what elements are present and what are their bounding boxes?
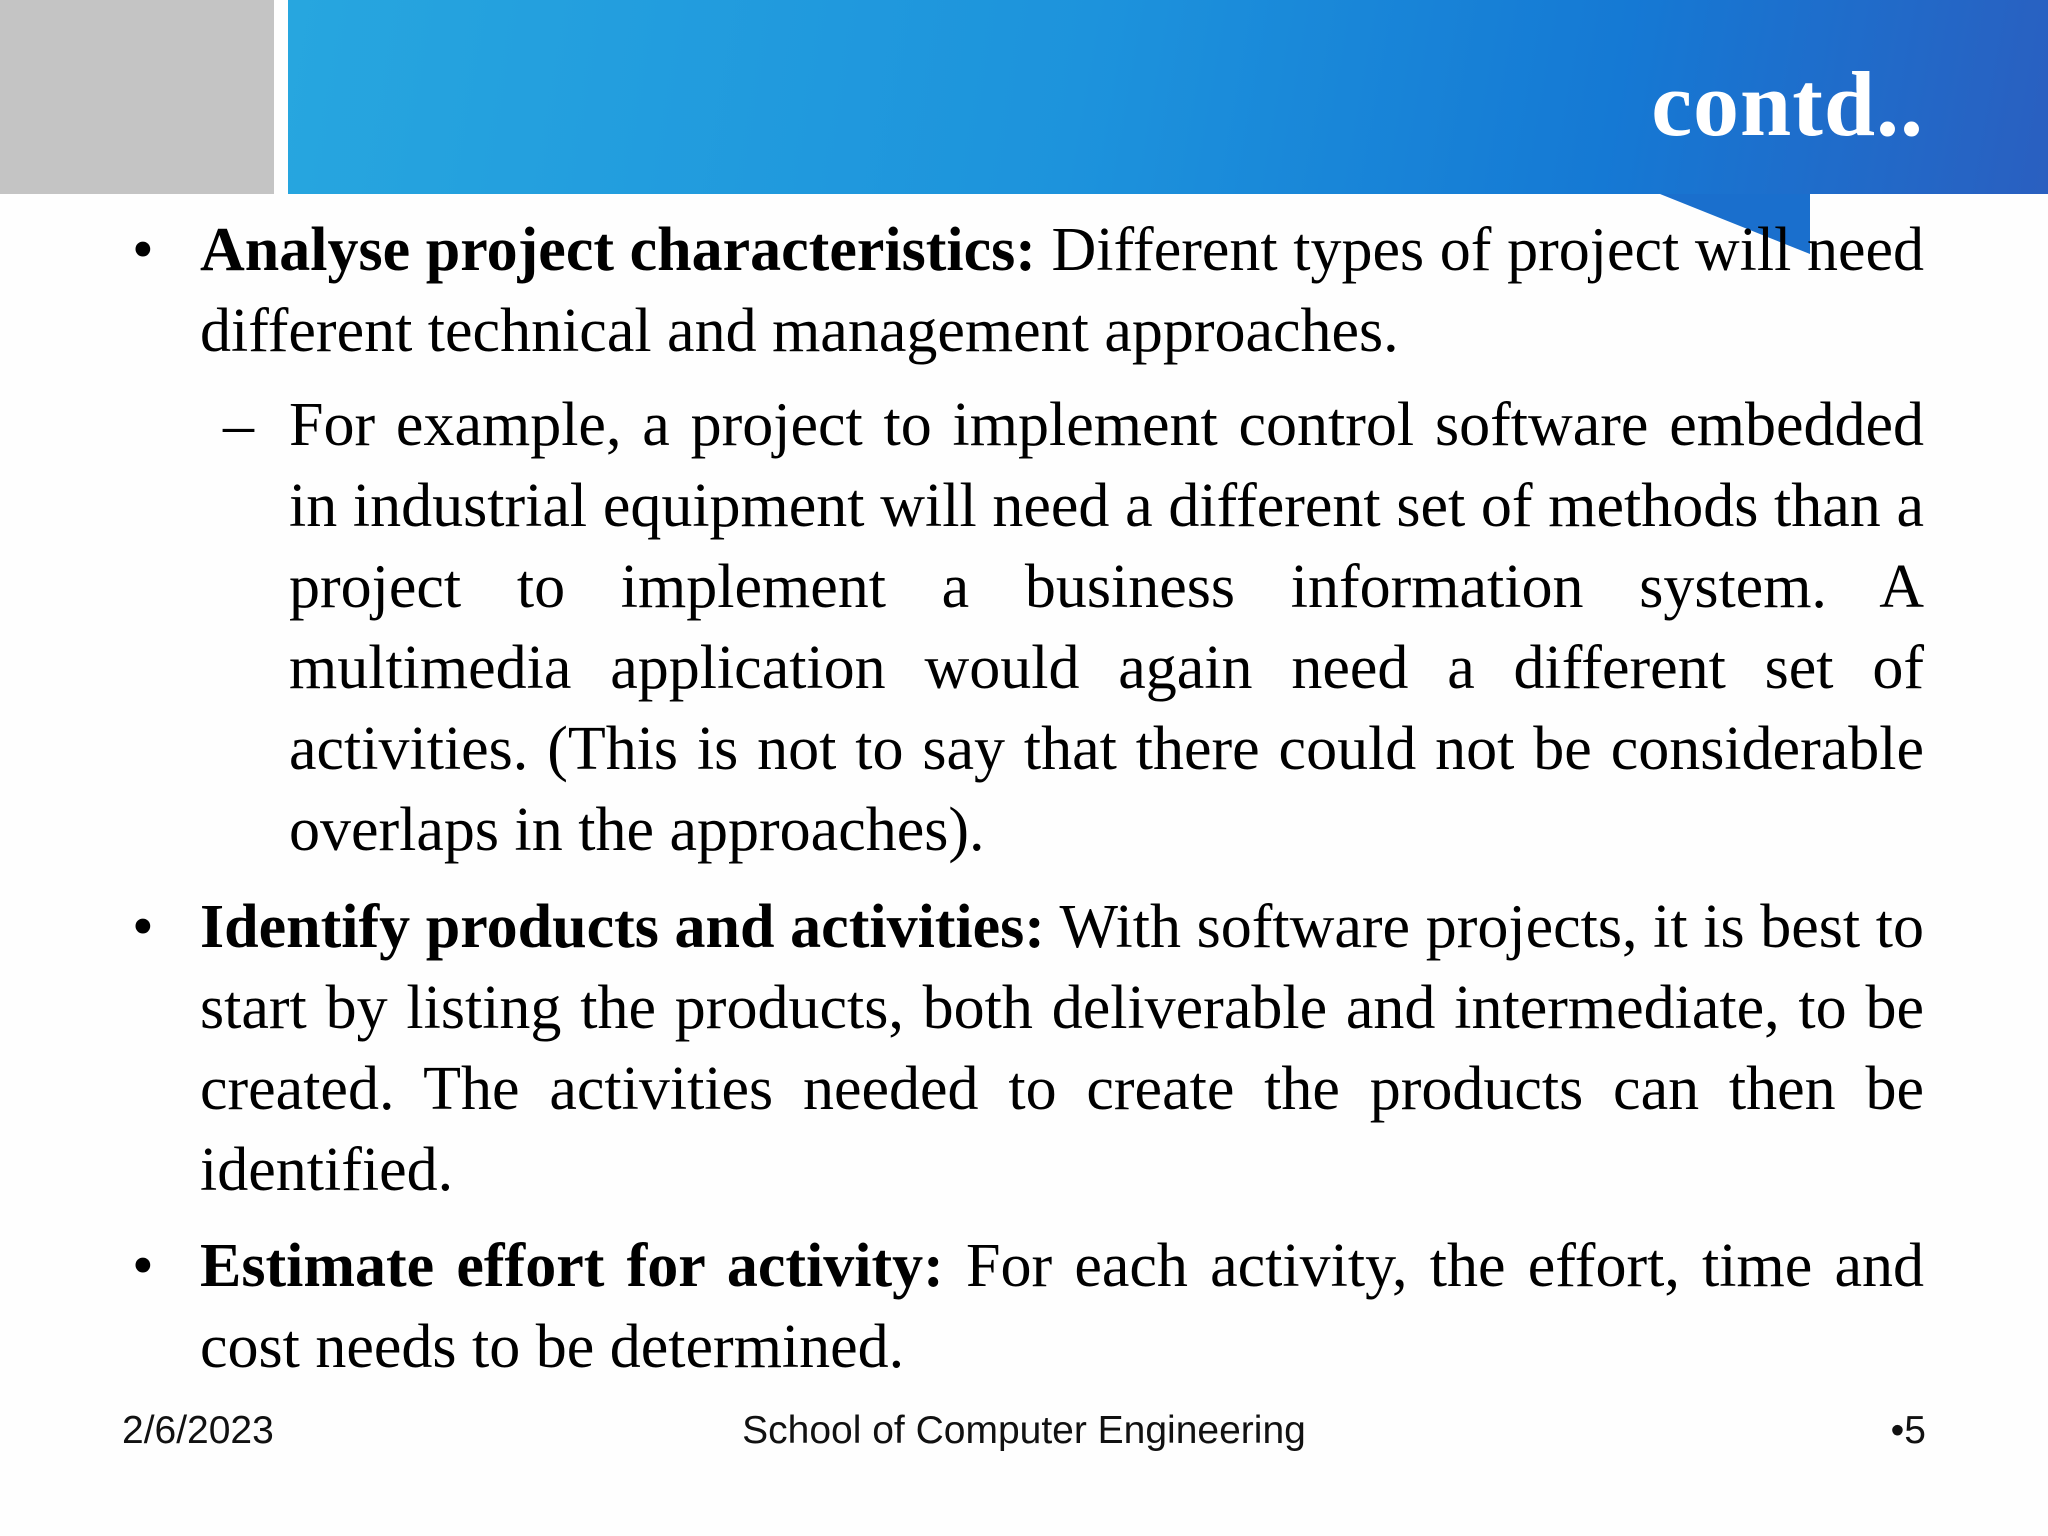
bullet-marker: • [132,1232,154,1300]
sub-bullet-example [223,385,1924,871]
bullet-estimate-effort [132,1226,1924,1388]
bullet-marker: • [132,893,154,961]
footer-date: 2/6/2023 [122,1409,274,1452]
footer-page-number: •5 [1890,1409,1926,1452]
bullet-text: With software projects, it is best to start by listing the products, both deliverable and intermediate, to be created. The activities needed to create the products can then be identified. [200,893,1924,1204]
slide-title: contd.. [1651,53,1924,155]
bullet-text: For each activity, the effort, time and cost needs to be determined. [200,1232,1924,1381]
bullet-heading: Analyse project characteristics: [200,216,1036,284]
bullet-analyse-project [132,210,1924,372]
bullet-marker: • [132,216,154,284]
bullet-heading: Identify products and activities: [200,893,1045,961]
header-gray-block [0,0,274,194]
bullet-identify-products [132,887,1924,1211]
sub-bullet-text: For example, a project to implement control software embedded in industrial equipment will need a different set of methods than a project to implement a business information system. A multimedia application would again need a different set of activities. (This is not to say that there could not be considerable overlaps in the approaches). [289,391,1924,864]
footer-school: School of Computer Engineering [742,1409,1306,1452]
bullet-text: Different types of project will need different technical and management approaches. [200,216,1924,365]
sub-bullet-marker: – [223,391,254,459]
bullet-heading: Estimate effort for activity: [200,1232,944,1300]
